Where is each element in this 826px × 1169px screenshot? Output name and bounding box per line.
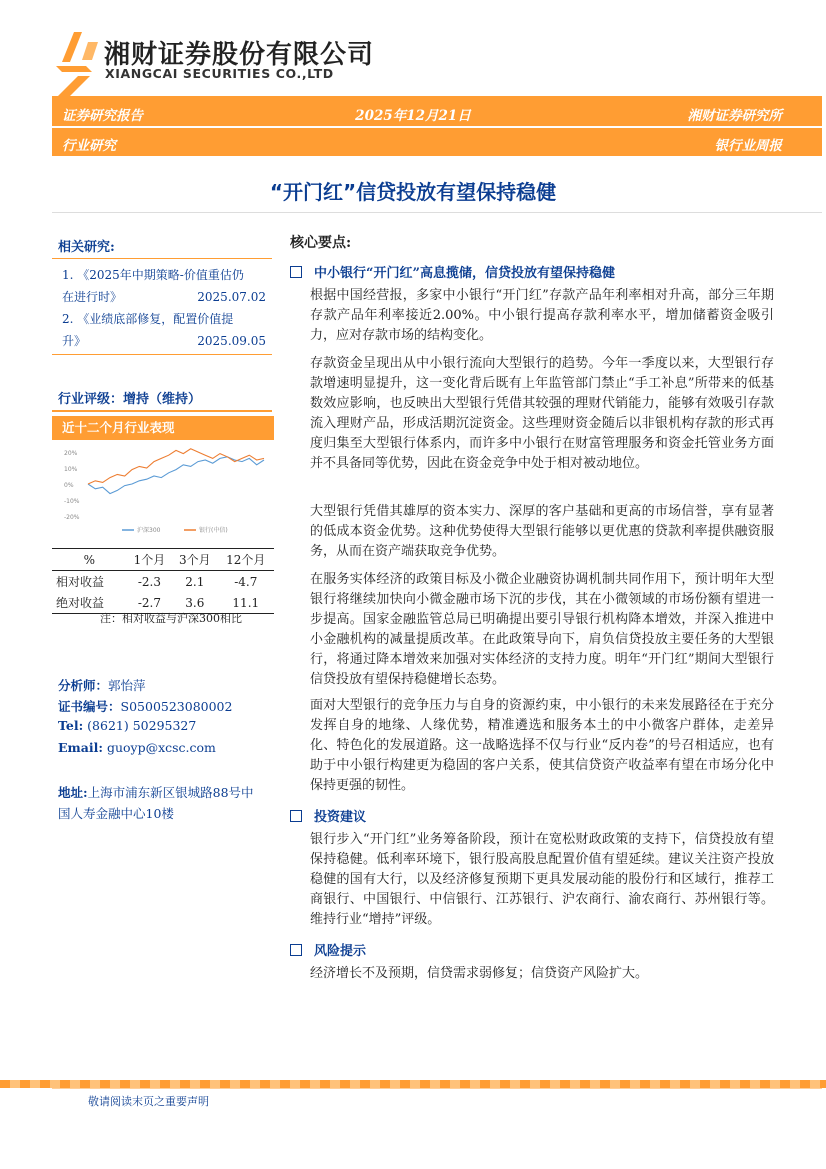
research-institute: 湘财证券研究所	[687, 108, 782, 124]
footer-band	[0, 1080, 826, 1088]
table-cell: 相对收益	[56, 575, 105, 589]
related-item[interactable]	[62, 308, 272, 352]
paragraph: 经济增长不及预期，信贷需求弱修复；信贷资产风险扩大。	[310, 966, 649, 981]
performance-header: 近十二个月行业表现	[52, 416, 274, 440]
related-divider-top	[52, 258, 272, 259]
email-label: Email:	[58, 740, 103, 755]
checkbox-bullet-icon	[290, 266, 302, 278]
y-tick-label: -20%	[64, 514, 80, 521]
tel-row	[58, 718, 196, 733]
table-header-cell: 3个月	[172, 549, 217, 571]
tel-number: (8621) 50295327	[87, 718, 197, 733]
table-header-row	[52, 549, 274, 571]
related-item-line: 升》	[62, 334, 87, 348]
legend-label: 沪深300	[137, 527, 161, 534]
analyst-label: 分析师：	[58, 678, 109, 693]
report-date: 2025年12月21日	[355, 108, 471, 124]
footer-divider	[52, 1088, 822, 1089]
y-tick-label: 10%	[64, 466, 78, 473]
performance-chart	[64, 446, 270, 542]
related-item-line: 在进行时》	[62, 290, 123, 304]
company-logo-icon	[52, 32, 102, 96]
tel-label: Tel:	[58, 718, 84, 733]
returns-table	[52, 548, 274, 614]
address-line: 国人寿金融中心10楼	[58, 806, 174, 821]
table-header-cell: %	[52, 549, 127, 571]
address-block	[58, 782, 278, 824]
related-item-date: 2025.07.02	[197, 290, 266, 304]
report-type: 证券研究报告	[62, 108, 143, 124]
table-header-cell: 12个月	[218, 549, 274, 571]
paragraph: 存款资金呈现出从中小银行流向大型银行的趋势。今年一季度以来，大型银行存款增速明显提升，这一变化背后既有上年监管部门禁止“手工补息”所带来的低基数效应影响，也反映出大型银行凭借其较强的理财代销能力，能够有效吸引存款流入理财产品，形成活期沉淀资金。这些理财资金随后以非银机构存款的形式再度归集至大型银行体系内，而许多中小银行在财富管理服务和资金托管业务方面并不具备同等优势，因此在资金竞争中处于相对被动地位。	[310, 356, 774, 471]
checkbox-bullet-icon	[290, 810, 302, 822]
table-cell: -2.7	[127, 592, 172, 614]
table-cell: 2.1	[185, 574, 205, 589]
title-divider	[52, 212, 822, 213]
section-heading: 中小银行“开门红”高息揽储，信贷投放有望保持稳健	[290, 262, 615, 281]
paragraph: 根据中国经营报，多家中小银行“开门红”存款产品年利率相对升高，部分三年期存款产品年利率接近2.00%。中小银行提高存款利率水平，增加储蓄资金吸引力，应对存款市场的结构变化。	[310, 288, 774, 343]
address-line: 上海市浦东新区银城路88号中	[87, 785, 254, 800]
table-cell: -2.3	[137, 574, 161, 589]
table-cell: 11.1	[218, 592, 274, 614]
industry-rating: 行业评级：增持（维持）	[58, 392, 202, 407]
table-cell: -4.7	[234, 574, 258, 589]
cert-label: 证书编号：	[58, 699, 121, 714]
paragraph: 银行步入“开门红”业务筹备阶段，预计在宽松财政政策的支持下，信贷投放有望保持稳健。低利率环境下，银行股高股息配置价值有望延续。建议关注资产投放稳健的国有大行，以及经济修复预期下更具发展动能的股份行和区域行，推荐工商银行、中国银行、中信银行、江苏银行、沪农商行、渝农商行、苏州银行等。维持行业“增持”评级。	[310, 832, 774, 927]
email-row[interactable]	[58, 740, 216, 755]
report-category: 行业研究	[62, 138, 116, 154]
cert-row	[58, 697, 232, 715]
related-item-line: 2. 《业绩底部修复，配置价值提	[62, 312, 234, 326]
y-tick-label: 0%	[64, 482, 74, 489]
checkbox-bullet-icon	[290, 944, 302, 956]
paragraph: 大型银行凭借其雄厚的资本实力、深厚的客户基础和更高的市场信誉，享有显著的低成本资金优势。这种优势使得大型银行能够以更优惠的贷款利率提供融资服务，从而在资产端获取竞争优势。	[310, 504, 774, 559]
related-item[interactable]	[62, 264, 272, 308]
analyst-name: 郭怡萍	[108, 678, 146, 693]
paragraph: 在服务实体经济的政策目标及小微企业融资协调机制共同作用下，预计明年大型银行将继续加快向小微金融市场下沉的步伐，其在小微领域的市场份额有望进一步提高。国家金融监管总局已明确提出要引导银行机构降本增效，并深入推进中小金融机构的减量提质改革。在此政策导向下，肩负信贷投放主要任务的大型银行，将通过降本增效来加强对实体经济的支持力度。明年“开门红”期间大型银行信贷投放有望保持稳健增长态势。	[310, 572, 774, 687]
report-subcategory: 银行业周报	[714, 138, 782, 154]
section-heading: 投资建议	[290, 806, 366, 825]
core-points-title: 核心要点:	[290, 235, 352, 251]
table-header-cell: 1个月	[127, 549, 172, 571]
email-link[interactable]: guoyp@xcsc.com	[106, 740, 216, 755]
rating-divider	[52, 410, 272, 412]
footer-disclaimer: 敬请阅读末页之重要声明	[88, 1095, 209, 1108]
header-band-divider	[52, 126, 822, 128]
y-tick-label: -10%	[64, 498, 80, 505]
related-item-line: 1. 《2025年中期策略-价值重估仍	[62, 268, 244, 282]
table-cell: 3.6	[172, 592, 217, 614]
company-name-cn: 湘财证券股份有限公司	[104, 40, 375, 70]
section-heading: 风险提示	[290, 940, 366, 959]
y-tick-label: 20%	[64, 450, 78, 457]
related-research-title: 相关研究:	[58, 240, 115, 255]
analyst-row	[58, 676, 146, 694]
cert-number: S0500523080002	[120, 699, 233, 714]
table-note: 注：相对收益与沪深300相比	[100, 612, 242, 625]
report-title: “开门红”信贷投放有望保持稳健	[269, 180, 557, 204]
related-divider-bottom	[52, 354, 272, 355]
series-line	[88, 449, 264, 484]
legend-label: 银行(中信)	[199, 527, 228, 534]
paragraph: 面对大型银行的竞争压力与自身的资源约束，中小银行的未来发展路径在于充分发挥自身的地缘、人缘优势，精准遴选和服务本土的中小微客户群体，走差异化、特色化的发展道路。这一战略选择不仅与行业“反内卷”的号召相适应，也有助于中小银行构建更为稳固的客户关系，使其信贷资产收益率有望在市场分化中保持更强的韧性。	[310, 698, 774, 793]
company-name-en: XIANGCAI SECURITIES CO.,LTD	[105, 66, 334, 81]
table-cell: 绝对收益	[52, 592, 127, 614]
address-label: 地址:	[58, 785, 88, 800]
table-row	[52, 571, 274, 593]
related-item-date: 2025.09.05	[197, 334, 266, 348]
